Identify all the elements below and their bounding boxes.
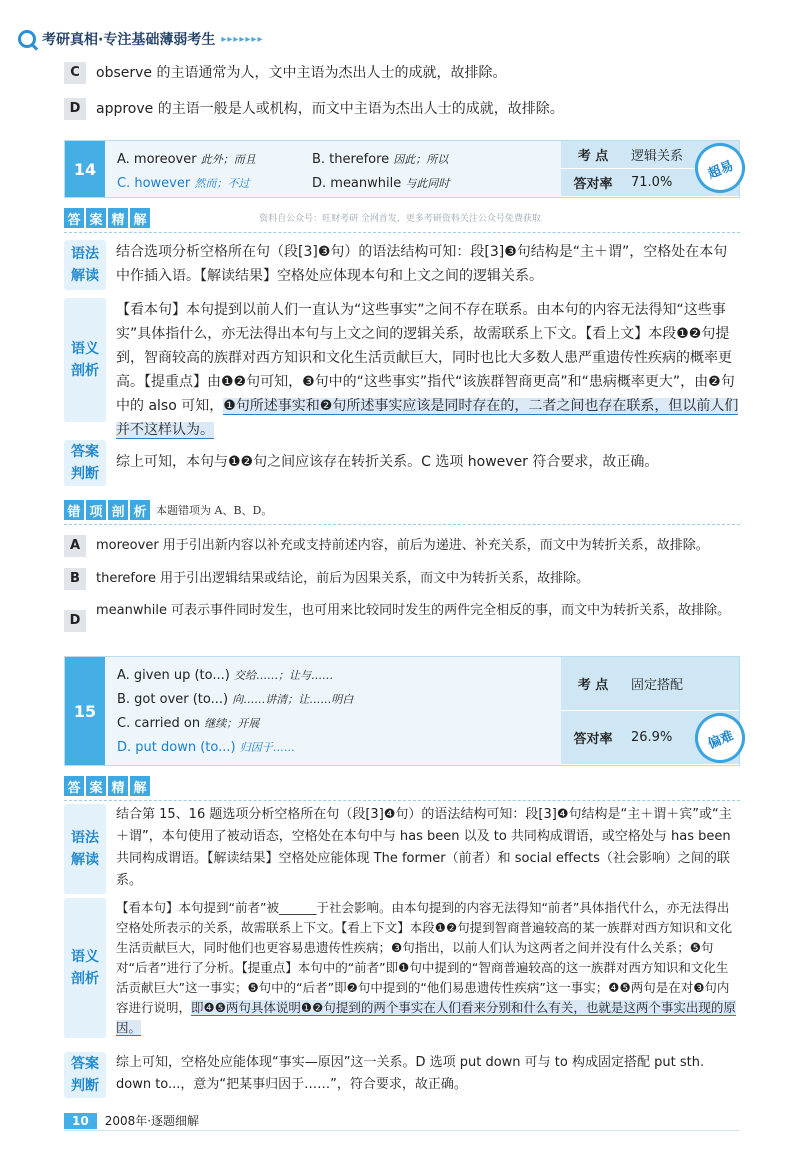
meta-value: 固定搭配 xyxy=(631,678,684,693)
grammar-row xyxy=(64,804,740,894)
answer-text: 综上可知，空格处应能体现“事实—原因”这一关系。D 选项 put down 可与 to 构成固定搭配 put sth. down to...，意为“把某事归因于……”，符合要求，故正确。 xyxy=(116,1055,705,1092)
semantic-tag: 语义 剖析 xyxy=(64,898,106,1038)
question-14-box xyxy=(64,140,740,198)
divider xyxy=(64,800,740,801)
option-text: observe 的主语通常为人，文中主语为杰出人士的成就，故排除。 xyxy=(96,65,507,81)
wrong-option-d xyxy=(64,600,756,632)
meta-value: 逻辑关系 xyxy=(631,149,684,164)
grammar-text: 结合第 15、16 题选项分析空格所在句（段[3]❹句）的语法结构可知：段[3]❹句结构是“主＋谓＋宾”或“主＋谓”，本句使用了被动语态，空格处在本句中与 has been 以及 to 共同构成谓语，或空格处与 has been 共同构成谓语。【解读结果】空格处应能体现 The former（前者）和 social effects（社会影响）之间的联系。 xyxy=(116,807,732,888)
difficulty-stamp: 偏难 xyxy=(687,705,752,770)
option-row-c xyxy=(64,62,756,84)
wrong-option-a xyxy=(64,535,756,557)
grammar-text: 结合选项分析空格所在句（段[3]❸句）的语法结构可知：段[3]❸句结构是“主＋谓”，空格处在本句中作插入语。【解读结果】空格处应体现本句和上文之间的逻辑关系。 xyxy=(116,244,728,284)
key-highlight: ❶句所述事实和❷句所述事实应该是同时存在的，二者之间也存在联系，但以前人们并不这样认为。 xyxy=(116,398,739,438)
section-wrong-options: 错 项 剖 析 本题错项为 A、B、D。 xyxy=(64,500,272,520)
choice-c-correct: C. however 然而；不过 xyxy=(117,176,250,191)
question-meta xyxy=(561,657,739,765)
option-text: moreover 用于引出新内容以补充或支持前述内容，前后为递进、补充关系，而文中为转折关系，故排除。 xyxy=(96,538,709,553)
choice-a: A. moreover 此外；而且 xyxy=(117,152,256,167)
meta-key: 考 点 xyxy=(577,678,609,693)
question-15-box xyxy=(64,656,740,766)
semantic-row xyxy=(64,898,740,1038)
section-answer-analysis: 答 案 精 解 xyxy=(64,208,150,228)
divider xyxy=(64,232,740,233)
meta-key: 考 点 xyxy=(577,149,609,164)
semantic-tag: 语义 剖析 xyxy=(64,298,106,422)
answer-row xyxy=(64,1052,740,1098)
answer-text: 综上可知，本句与❶❷句之间应该存在转折关系。C 选项 however 符合要求，故正确。 xyxy=(116,454,659,470)
grammar-row xyxy=(64,240,740,290)
option-letter: B xyxy=(64,568,86,590)
semantic-text: 【看本句】本句提到“前者”被______于社会影响。由本句提到的内容无法得知“前者”具体指代什么，亦无法得出空格处所表示的关系，故需联系上下文。【看上下文】本段❶❷句提到智商普遍较高的某一族群对西方知识和文化生活贡献巨大，同时他们也更容易患遗传性疾病；❸句指出，以前人们认为这两者之间并没有什么关系；❺句对“后者”进行了分析。【提重点】本句中的“前者”即❶句中提到的“智商普遍较高的这一族群对西方知识和文化生活贡献巨大”这一事实；❺句中的“后者”即❷句中提到的“他们易患遗传性疾病”这一事实；❹❺两句是在对❸句内容进行说明，即❹❺两句具体说明❶❷句提到的两个事实在人们看来分别和什么有关，也就是这两个事实出现的原因。 xyxy=(116,900,736,1035)
search-logo-icon xyxy=(18,30,36,48)
page-number: 10 xyxy=(64,1113,97,1129)
difficulty-stamp: 超易 xyxy=(687,135,752,200)
wrong-note: 本题错项为 A、B、D。 xyxy=(156,504,273,517)
choice-a: A. given up (to...) 交给……；让与…… xyxy=(117,667,333,683)
answer-tag: 答案 判断 xyxy=(64,440,106,486)
running-header xyxy=(18,28,263,50)
key-highlight: 即❹❺两句具体说明❶❷句提到的两个事实在人们看来分别和什么有关，也就是这两个事实出现的原因。 xyxy=(116,1000,736,1035)
option-text: approve 的主语一般是人或机构，而文中主语为杰出人士的成就，故排除。 xyxy=(96,101,564,117)
option-row-d xyxy=(64,98,756,120)
option-text: meanwhile 可表示事件同时发生，也可用来比较同时发生的两件完全相反的事，而文中为转折关系，故排除。 xyxy=(96,603,731,618)
meta-key: 答对率 xyxy=(573,177,613,192)
semantic-row xyxy=(64,298,740,442)
option-text: therefore 用于引出逻辑结果或结论，前后为因果关系，而文中为转折关系，故排除。 xyxy=(96,571,590,586)
footer-line xyxy=(64,1130,740,1131)
choice-b: B. therefore 因此；所以 xyxy=(312,152,449,167)
meta-value: 26.9% xyxy=(631,730,673,745)
footer-label: 2008年·逐题细解 xyxy=(104,1114,200,1128)
choice-d-correct: D. put down (to...) 归因于…… xyxy=(117,739,295,755)
semantic-text: 【看本句】本句提到以前人们一直认为“这些事实”之间不存在联系。由本句的内容无法得知“这些事实”具体指什么，亦无法得出本句与上文之间的逻辑关系，故需联系上下文。【看上文】本段❶❷句提到，智商较高的族群对西方知识和文化生活贡献巨大，同时也比大多数人患严重遗传性疾病的概率更高。【提重点】由❶❷句可知，❸句中的“这些事实”指代“该族群智商更高”和“患病概率更大”，由❷句中的 also 可知，❶句所述事实和❷句所述事实应该是同时存在的，二者之间也存在联系，但以前人们并不这样认为。 xyxy=(116,302,739,438)
header-title: 考研真相·专注基础薄弱考生 xyxy=(42,32,216,48)
choice-d: D. meanwhile 与此同时 xyxy=(312,176,450,191)
wrong-option-b xyxy=(64,568,756,590)
question-meta xyxy=(561,141,739,197)
question-number: 15 xyxy=(65,657,105,765)
watermark: 资料自公众号：旺财考研 全网首发，更多考研资料关注公众号免费获取 xyxy=(259,214,541,224)
meta-key: 答对率 xyxy=(573,732,613,747)
choice-c: C. carried on 继续；开展 xyxy=(117,715,260,731)
question-options xyxy=(105,657,561,765)
grammar-tag: 语法 解读 xyxy=(64,240,106,290)
section-answer-analysis: 答 案 精 解 xyxy=(64,776,150,796)
page-footer xyxy=(64,1112,199,1129)
option-letter: A xyxy=(64,535,86,557)
option-letter: D xyxy=(64,610,86,632)
meta-value: 71.0% xyxy=(631,175,673,190)
answer-row xyxy=(64,440,740,486)
grammar-tag: 语法 解读 xyxy=(64,804,106,894)
divider xyxy=(64,524,740,525)
choice-b: B. got over (to...) 向……讲清；让……明白 xyxy=(117,691,354,707)
question-number: 14 xyxy=(65,141,105,197)
answer-tag: 答案 判断 xyxy=(64,1052,106,1098)
option-letter: C xyxy=(64,62,86,84)
option-letter: D xyxy=(64,98,86,120)
question-options xyxy=(105,141,561,197)
header-arrows: ▸▸▸▸▸▸▸ xyxy=(221,33,264,45)
